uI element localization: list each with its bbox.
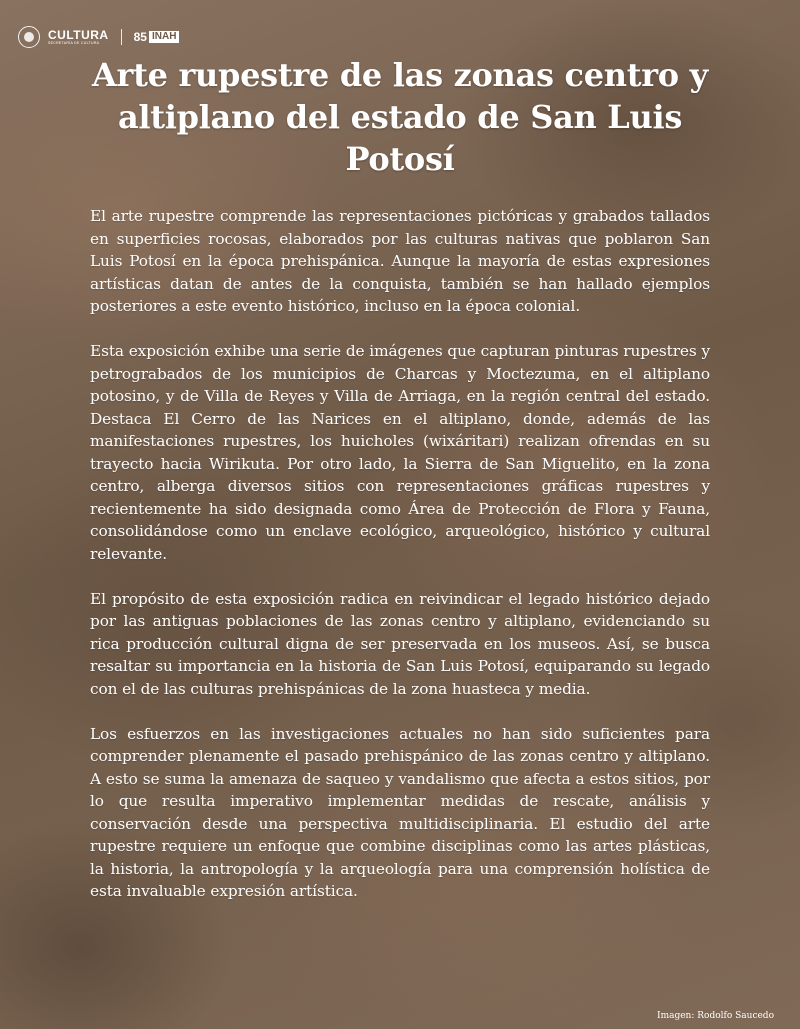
inah-logo bbox=[134, 30, 180, 44]
paragraph-1: El arte rupestre comprende las representaciones pictóricas y grabados tallados en superficies rocosas, elaborados por las culturas nativas que poblaron San Luis Potosí en la época prehispánica. Aunque la mayoría de estas expresiones artísticas datan de antes de la conquista, también se han hallado ejemplos posteriores a este evento histórico, incluso en la época colonial. bbox=[90, 207, 710, 315]
paragraph-2: Esta exposición exhibe una serie de imágenes que capturan pinturas rupestres y petrograbados de los municipios de Charcas y Moctezuma, en el altiplano potosino, y de Villa de Reyes y Villa de Arriaga, en la región central del estado. Destaca El Cerro de las Narices en el altiplano, donde, además de las manifestaciones rupestres, los huicholes (wixáritari) realizan ofrendas en su trayecto hacia Wirikuta. Por otro lado, la Sierra de San Miguelito, en la zona centro, alberga diversos sitios con representaciones gráficas rupestres y recientemente ha sido designada como Área de Protección de Flora y Fauna, consolidándose como un enclave ecológico, arqueológico, histórico y cultural relevante. bbox=[90, 342, 710, 563]
body-text bbox=[90, 205, 710, 925]
header-logos bbox=[18, 26, 179, 48]
cultura-logo bbox=[48, 29, 109, 46]
brand-name: CULTURA bbox=[48, 27, 109, 42]
title-line-1: Arte rupestre de las zonas centro y bbox=[92, 56, 708, 94]
title-line-2: altiplano del estado de San Luis Potosí bbox=[117, 98, 683, 178]
brand-subtitle: SECRETARÍA DE CULTURA bbox=[48, 40, 100, 45]
image-credit: Imagen: Rodolfo Saucedo bbox=[657, 1011, 774, 1021]
seal-icon bbox=[18, 26, 40, 48]
inah-anniversary: 85 bbox=[133, 30, 147, 44]
logo-divider bbox=[121, 29, 122, 45]
page-title bbox=[60, 54, 740, 180]
inah-label: INAH bbox=[149, 31, 179, 43]
paragraph-4: Los esfuerzos en las investigaciones actuales no han sido suficientes para comprender plenamente el pasado prehispánico de las zonas centro y altiplano. A esto se suma la amenaza de saqueo y vandalismo que afecta a estos sitios, por lo que resulta imperativo implementar medidas de rescate, análisis y conservación desde una perspectiva multidisciplinaria. El estudio del arte rupestre requiere un enfoque que combine disciplinas como las artes plásticas, la historia, la antropología y la arqueología para una comprensión holística de esta invaluable expresión artística. bbox=[90, 724, 710, 900]
paragraph-3: El propósito de esta exposición radica en reivindicar el legado histórico dejado por las antiguas poblaciones de las zonas centro y altiplano, evidenciando su rica producción cultural digna de ser preservada en los museos. Así, se busca resaltar su importancia en la historia de San Luis Potosí, equiparando su legado con el de las culturas prehispánicas de la zona huasteca y media. bbox=[90, 589, 710, 698]
